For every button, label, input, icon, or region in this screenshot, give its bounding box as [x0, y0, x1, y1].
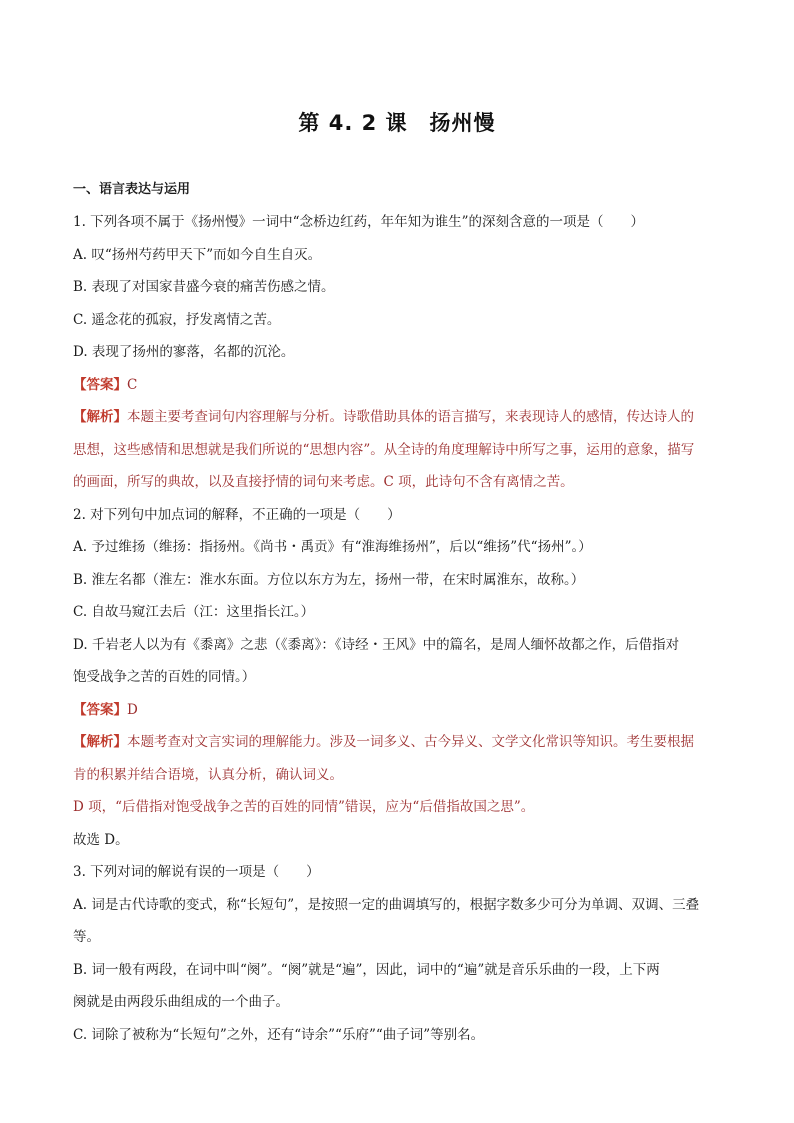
- q2-analysis-line-2: 肯的积累并结合语境，认真分析，确认词义。: [73, 766, 343, 783]
- q2-answer: [73, 700, 723, 720]
- answer-tag: 【答案】: [73, 701, 127, 718]
- q1-analysis-line-2: 思想，这些感情和思想就是我们所说的“思想内容”。从全诗的角度理解诗中所写之事，运用的意象，描写: [73, 441, 695, 458]
- q2-answer-value: D: [127, 701, 138, 718]
- page-title: 第 4. 2 课 扬州慢: [298, 111, 496, 135]
- q1-option-a: A. 叹“扬州芍药甲天下”而如今自生自灭。: [73, 246, 322, 263]
- q3-option-b-line-1: B. 词一般有两段，在词中叫“阕”。“阕”就是“遍”，因此，词中的“遍”就是音乐乐曲的一段，上下两: [73, 961, 660, 978]
- analysis-tag: 【解析】: [73, 409, 127, 425]
- q3-option-a-line-2: 等。: [73, 929, 100, 945]
- q3-stem: 3. 下列对词的解说有误的一项是（ ）: [73, 864, 320, 880]
- q1-answer-value: C: [127, 376, 138, 393]
- answer-tag: 【答案】: [73, 376, 127, 393]
- q3-option-c: C. 词除了被称为“长短句”之外，还有“诗余”“乐府”“曲子词”等别名。: [73, 1026, 485, 1043]
- q1-option-d: D. 表现了扬州的寥落，名都的沉沦。: [73, 344, 295, 360]
- section-heading: 一、语言表达与运用: [73, 182, 191, 197]
- q2-analysis-line-1: [73, 732, 723, 752]
- q2-stem: 2. 对下列句中加点词的解释，不正确的一项是（ ）: [73, 506, 401, 523]
- q2-option-b: B. 淮左名都（淮左：淮水东面。方位以东方为左，扬州一带，在宋时属淮东，故称。）: [73, 571, 585, 588]
- q1-analysis-line-1: [73, 407, 723, 427]
- q2-option-d-line-1: D. 千岩老人以为有《黍离》之悲（《黍离》：《诗经・王风》中的篇名，是周人缅怀故都之作，后借指对: [73, 636, 680, 653]
- q1-stem: 1. 下列各项不属于《扬州慢》一词中“念桥边红药，年年知为谁生”的深刻含意的一项是（ ）: [73, 214, 644, 230]
- q1-answer: [73, 375, 723, 395]
- q3-option-a-line-1: A. 词是古代诗歌的变式，称“长短句”，是按照一定的曲调填写的，根据字数多少可分为单调、双调、三叠: [73, 896, 700, 913]
- q2-option-a: A. 予过维扬（维扬：指扬州。《尚书・禹贡》有“淮海维扬州”，后以“维扬”代“扬州”。）: [73, 539, 592, 555]
- q1-analysis-line-3: 的画面，所写的典故，以及直接抒情的词句来考虑。C 项，此诗句不含有离情之苦。: [73, 474, 574, 490]
- q1-analysis-text-1: 本题主要考查词句内容理解与分析。诗歌借助具体的语言描写，来表现诗人的感情，传达诗人的: [127, 409, 694, 425]
- q2-conclusion: 故选 D。: [73, 831, 129, 848]
- analysis-tag: 【解析】: [73, 734, 127, 750]
- q1-option-c: C. 遥念花的孤寂，抒发离情之苦。: [73, 311, 281, 328]
- document-body: [73, 180, 723, 1057]
- q2-analysis-line-3: D 项，“后借指对饱受战争之苦的百姓的同情”错误，应为“后借指故国之思”。: [73, 799, 535, 815]
- q2-option-c: C. 自故马窥江去后（江：这里指长江。）: [73, 604, 315, 620]
- q2-option-d-line-2: 饱受战争之苦的百姓的同情。）: [73, 669, 256, 685]
- q2-analysis-text-1: 本题考查对文言实词的理解能力。涉及一词多义、古今异义、文学文化常识等知识。考生要根据: [127, 734, 694, 750]
- q1-option-b: B. 表现了对国家昔盛今衰的痛苦伤感之情。: [73, 279, 335, 295]
- q3-option-b-line-2: 阕就是由两段乐曲组成的一个曲子。: [73, 994, 289, 1010]
